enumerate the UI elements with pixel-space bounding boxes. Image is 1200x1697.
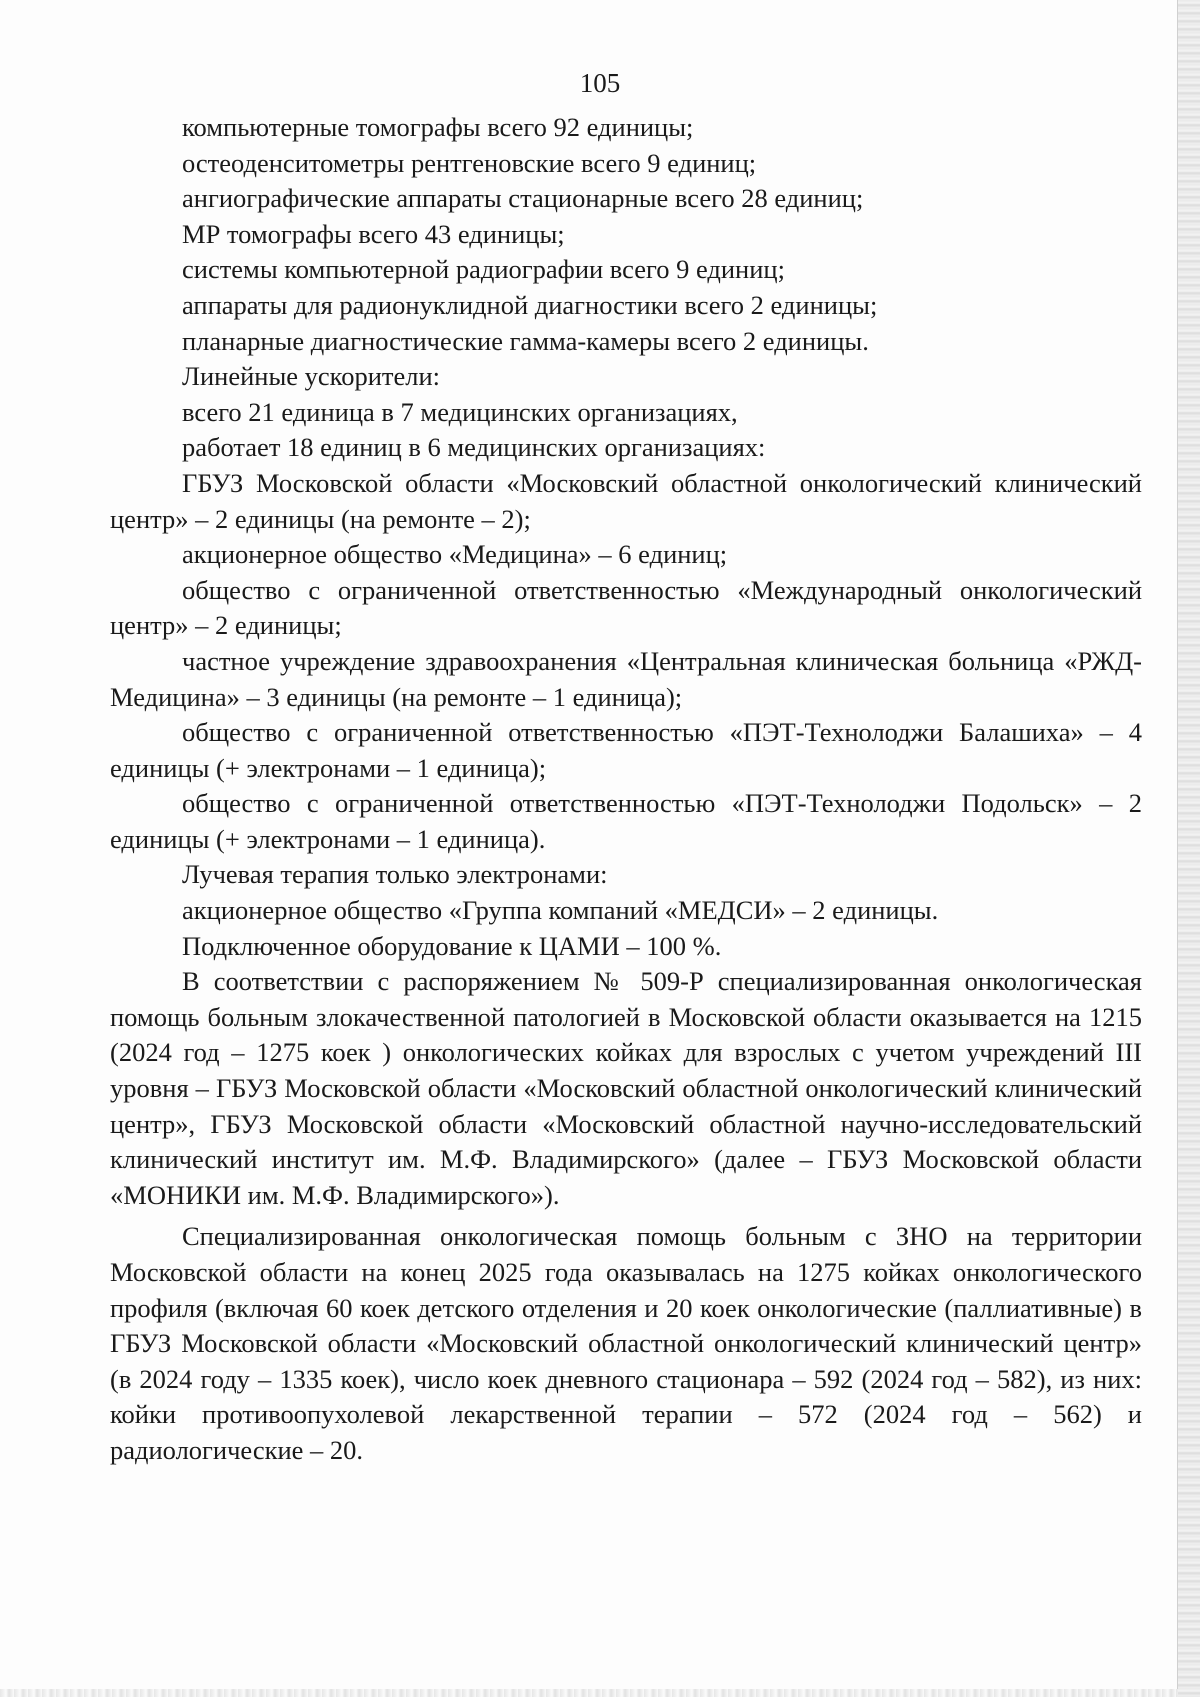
paragraph: всего 21 единица в 7 медицинских организациях, [182, 396, 738, 427]
page-number: 105 [579, 68, 621, 98]
paragraph: общество с ограниченной ответственностью «Международный онкологический центр» – 2 единицы; [110, 574, 1142, 641]
scan-bottom-artifact [0, 1689, 1178, 1697]
paragraph: Лучевая терапия только электронами: [182, 859, 608, 890]
paragraph: аппараты для радионуклидной диагностики всего 2 единицы; [182, 289, 878, 320]
scan-edge-artifact [1177, 0, 1200, 1697]
paragraph: МР томографы всего 43 единицы; [182, 218, 565, 249]
paragraph: Линейные ускорители: [182, 361, 440, 392]
paragraph: общество с ограниченной ответственностью «ПЭТ-Технолоджи Подольск» – 2 единицы (+ электронами – 1 единица). [110, 788, 1142, 854]
paragraph: работает 18 единиц в 6 медицинских организациях: [182, 432, 766, 463]
document-body [110, 110, 1142, 1469]
paragraph: системы компьютерной радиографии всего 9 единиц; [182, 254, 785, 285]
paragraph: компьютерные томографы всего 92 единицы; [182, 112, 694, 142]
paragraph: акционерное общество «Медицина» – 6 единиц; [182, 539, 728, 570]
paragraph: Подключенное оборудование к ЦАМИ – 100 %. [182, 930, 722, 961]
paragraph: ГБУЗ Московской области «Московский областной онкологический клинический центр» – 2 единицы (на ремонте – 2); [110, 467, 1142, 534]
paragraph: остеоденситометры рентгеновские всего 9 единиц; [182, 147, 757, 178]
paragraph: акционерное общество «Группа компаний «МЕДСИ» – 2 единицы. [182, 895, 939, 926]
paragraph: планарные диагностические гамма-камеры всего 2 единицы. [182, 325, 869, 356]
paragraph: В соответствии с распоряжением № 509-Р специализированная онкологическая помощь больным злокачественной патологией в Московской области оказывается на 1215 (2024 год – 1275 коек ) онкологических койках для взрослых с учетом учреждений III уровня – ГБУЗ Московской области «Московский областной онкологический клинический центр», ГБУЗ Московской области «Московский областной научно-исследовательский клинический институт им. М.Ф. Владимирского» (далее – ГБУЗ Московской области «МОНИКИ им. М.Ф. Владимирского»). [110, 966, 1142, 1210]
paragraph: ангиографические аппараты стационарные всего 28 единиц; [182, 183, 864, 214]
paragraph: Специализированная онкологическая помощь больным с ЗНО на территории Московской области на конец 2025 года оказывалась на 1275 койках онкологического профиля (включая 60 коек детского отделения и 20 коек онкологические (паллиативные) в ГБУЗ Московской области «Московский областной онкологический клинический центр» (в 2024 году – 1335 коек), число коек дневного стационара – 592 (2024 год – 582), из них: койки противоопухолевой лекарственной терапии – 572 (2024 год – 562) и радиологические – 20. [110, 1221, 1142, 1465]
paragraph: общество с ограниченной ответственностью «ПЭТ-Технолоджи Балашиха» – 4 единицы (+ электронами – 1 единица); [110, 717, 1142, 783]
paragraph: частное учреждение здравоохранения «Центральная клиническая больница «РЖД-Медицина» – 3 единицы (на ремонте – 1 единица); [110, 645, 1142, 712]
